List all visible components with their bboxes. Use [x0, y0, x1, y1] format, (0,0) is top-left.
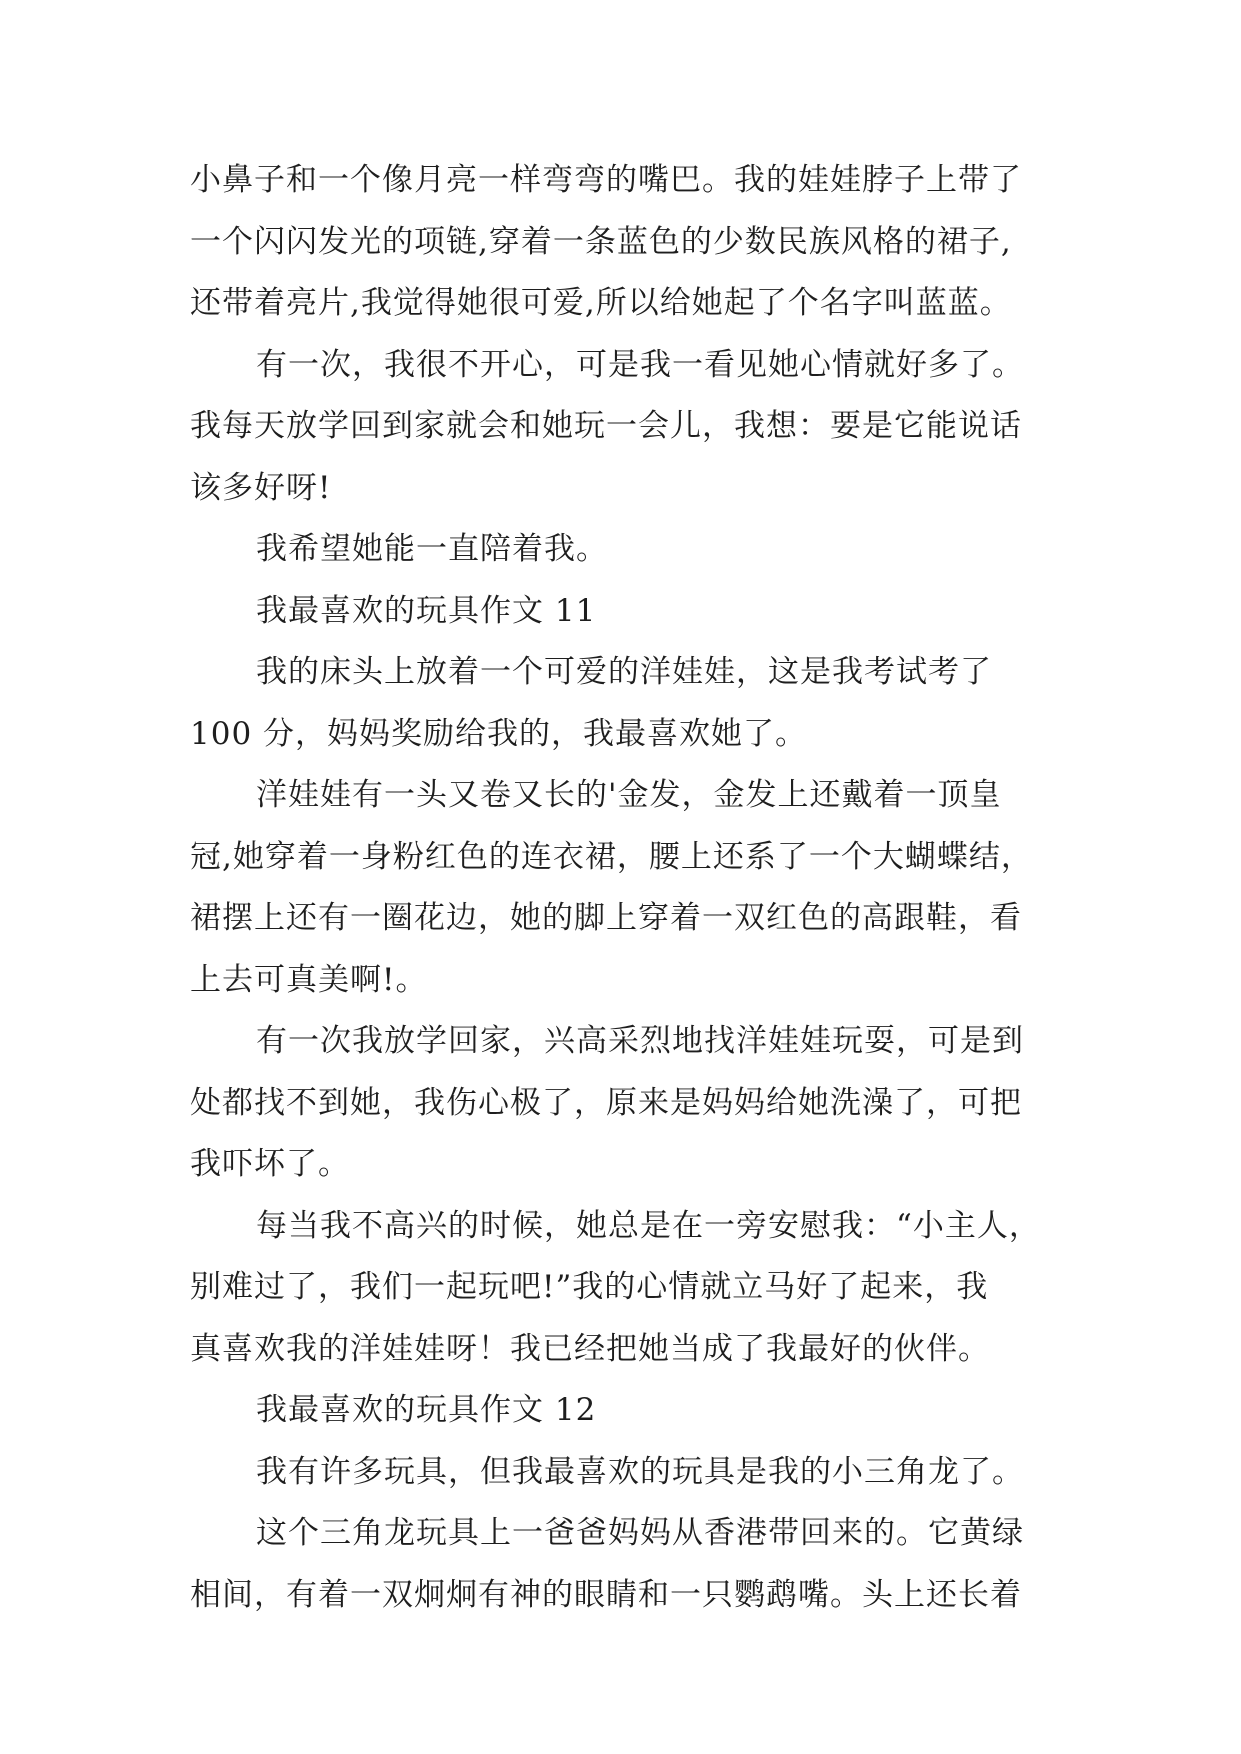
body-text	[190, 150, 1090, 1626]
text-line: 处都找不到她，我伤心极了，原来是妈妈给她洗澡了，可把	[190, 1084, 1022, 1121]
text-line: 冠,她穿着一身粉红色的连衣裙，腰上还系了一个大蝴蝶结，	[190, 838, 1033, 875]
text-line: 有一次，我很不开心，可是我一看见她心情就好多了。	[256, 346, 1024, 383]
text-line: 100 分，妈妈奖励给我的，我最喜欢她了。	[190, 715, 808, 752]
text-line: 真喜欢我的洋娃娃呀！我已经把她当成了我最好的伙伴。	[190, 1330, 990, 1367]
text-line: 我有许多玩具，但我最喜欢的玩具是我的小三角龙了。	[256, 1453, 1024, 1490]
text-line: 这个三角龙玩具上一爸爸妈妈从香港带回来的。它黄绿	[256, 1515, 1024, 1551]
text-line: 我的床头上放着一个可爱的洋娃娃，这是我考试考了	[256, 654, 992, 690]
text-line: 一个闪闪发光的项链,穿着一条蓝色的少数民族风格的裙子,	[190, 223, 1012, 260]
text-line: 相间，有着一双炯炯有神的眼睛和一只鹦鹉嘴。头上还长着	[190, 1576, 1022, 1613]
text-line: 上去可真美啊!。	[190, 961, 428, 998]
text-line: 小鼻子和一个像月亮一样弯弯的嘴巴。我的娃娃脖子上带了	[190, 162, 1022, 198]
text-line: 别难过了，我们一起玩吧!”我的心情就立马好了起来，我	[190, 1269, 989, 1305]
text-line: 裙摆上还有一圈花边，她的脚上穿着一双红色的高跟鞋，看	[190, 900, 1022, 936]
text-line: 有一次我放学回家，兴高采烈地找洋娃娃玩耍，可是到	[256, 1023, 1024, 1059]
text-line: 该多好呀!	[190, 469, 332, 506]
text-line: 我吓坏了。	[190, 1146, 350, 1182]
text-line: 洋娃娃有一头又卷又长的'金发，金发上还戴着一顶皇	[256, 777, 1002, 813]
text-line: 我希望她能一直陪着我。	[256, 531, 608, 567]
section-heading: 我最喜欢的玩具作文 12	[256, 1392, 597, 1428]
section-heading: 我最喜欢的玩具作文 11	[256, 592, 597, 629]
text-line: 每当我不高兴的时候，她总是在一旁安慰我：“小主人，	[256, 1207, 1041, 1244]
text-line: 还带着亮片,我觉得她很可爱,所以给她起了个名字叫蓝蓝。	[190, 285, 1012, 321]
text-line: 我每天放学回到家就会和她玩一会儿，我想：要是它能说话	[190, 408, 1022, 444]
